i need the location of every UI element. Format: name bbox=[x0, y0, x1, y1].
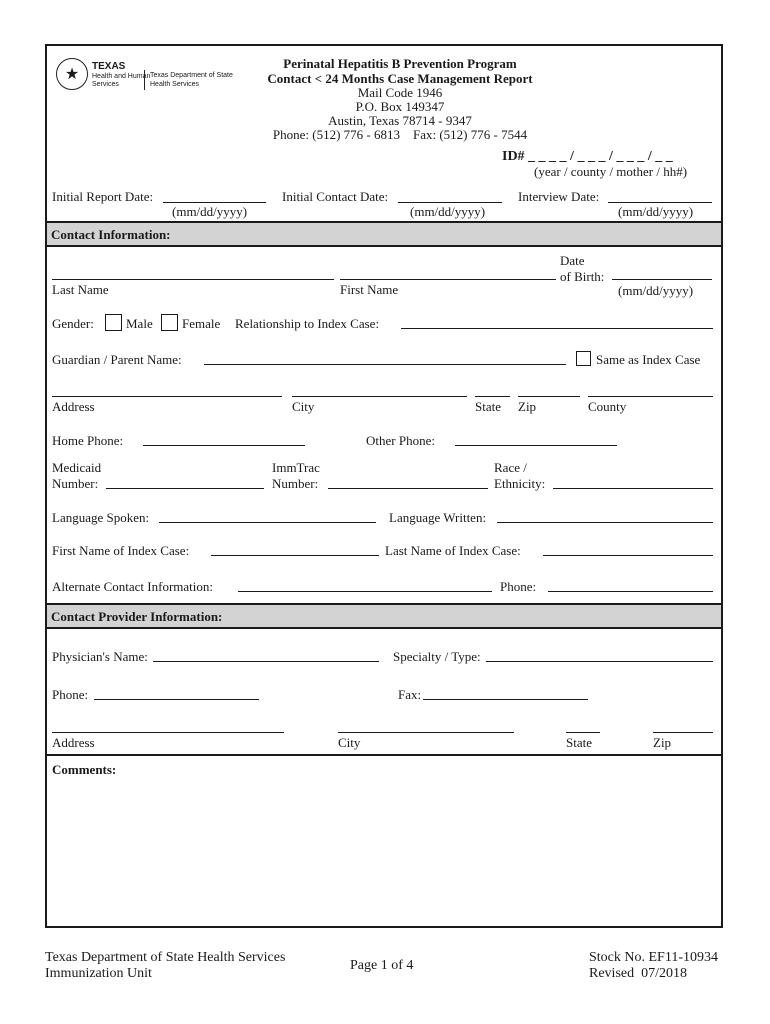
dob-field[interactable] bbox=[612, 279, 712, 280]
po-box: P.O. Box 149347 bbox=[355, 99, 445, 114]
provider-address-label: Address bbox=[52, 735, 95, 750]
race-field[interactable] bbox=[553, 488, 713, 489]
footer-dept: Texas Department of State Health Services bbox=[45, 950, 286, 965]
address-field[interactable] bbox=[52, 396, 282, 397]
logo-agency-name: TEXAS bbox=[92, 61, 126, 72]
race-label-2: Ethnicity: bbox=[494, 476, 546, 491]
physician-field[interactable] bbox=[153, 661, 379, 662]
city-state: Austin, Texas 78714 - 9347 bbox=[328, 113, 472, 128]
logo-divider bbox=[144, 70, 145, 90]
specialty-field[interactable] bbox=[486, 661, 713, 662]
immtrac-field[interactable] bbox=[328, 488, 488, 489]
medicaid-label-1: Medicaid bbox=[52, 460, 102, 475]
comments-label: Comments: bbox=[52, 762, 117, 777]
same-as-index-label: Same as Index Case bbox=[596, 352, 701, 367]
provider-state-label: State bbox=[566, 735, 592, 750]
address-label: Address bbox=[52, 399, 95, 414]
initial-contact-label: Initial Contact Date: bbox=[282, 189, 389, 204]
zip-label: Zip bbox=[518, 399, 537, 414]
id-label[interactable]: ID# _ _ _ _ / _ _ _ / _ _ _ / _ _ bbox=[502, 149, 673, 164]
revised-date: Revised 07/2018 bbox=[589, 966, 687, 981]
provider-address-field[interactable] bbox=[52, 732, 284, 733]
dob-format: (mm/dd/yyyy) bbox=[618, 283, 694, 298]
relationship-label: Relationship to Index Case: bbox=[235, 316, 380, 331]
interview-label: Interview Date: bbox=[518, 189, 600, 204]
id-format: (year / county / mother / hh#) bbox=[534, 164, 688, 179]
mail-code: Mail Code 1946 bbox=[357, 85, 443, 100]
index-first-label: First Name of Index Case: bbox=[52, 543, 190, 558]
page-number: Page 1 of 4 bbox=[350, 958, 414, 973]
provider-fax-field[interactable] bbox=[423, 699, 588, 700]
language-spoken-field[interactable] bbox=[159, 522, 376, 523]
provider-city-label: City bbox=[338, 735, 361, 750]
logo-dept-line1: Texas Department of State bbox=[150, 72, 233, 79]
index-first-field[interactable] bbox=[211, 555, 379, 556]
texas-seal-icon: ★ bbox=[56, 58, 88, 90]
physician-label: Physician's Name: bbox=[52, 649, 148, 664]
logo-agency-line3: Services bbox=[92, 81, 119, 88]
provider-zip-field[interactable] bbox=[653, 732, 713, 733]
female-label: Female bbox=[182, 316, 221, 331]
same-as-index-checkbox[interactable] bbox=[576, 351, 591, 366]
female-checkbox[interactable] bbox=[161, 314, 178, 331]
other-phone-field[interactable] bbox=[455, 445, 617, 446]
specialty-label: Specialty / Type: bbox=[393, 649, 481, 664]
provider-zip-label: Zip bbox=[653, 735, 672, 750]
guardian-label: Guardian / Parent Name: bbox=[52, 352, 182, 367]
medicaid-label-2: Number: bbox=[52, 476, 99, 491]
dob-label-2: of Birth: bbox=[560, 269, 605, 284]
phone-fax: Phone: (512) 776 - 6813 Fax: (512) 776 - 7544 bbox=[272, 127, 528, 142]
initial-contact-field[interactable] bbox=[398, 202, 502, 203]
male-checkbox[interactable] bbox=[105, 314, 122, 331]
initial-report-label: Initial Report Date: bbox=[52, 189, 154, 204]
provider-phone-field[interactable] bbox=[94, 699, 259, 700]
immtrac-label-2: Number: bbox=[272, 476, 319, 491]
comments-divider bbox=[47, 754, 721, 756]
initial-report-format: (mm/dd/yyyy) bbox=[172, 204, 248, 219]
last-name-label: Last Name bbox=[52, 282, 109, 297]
first-name-field[interactable] bbox=[340, 279, 556, 280]
language-written-label: Language Written: bbox=[389, 510, 487, 525]
county-label: County bbox=[588, 399, 627, 414]
dob-label-1: Date bbox=[560, 253, 585, 268]
contact-info-title: Contact Information: bbox=[51, 227, 171, 242]
city-field[interactable] bbox=[292, 396, 467, 397]
race-label-1: Race / bbox=[494, 460, 527, 475]
language-written-field[interactable] bbox=[497, 522, 713, 523]
alternate-field[interactable] bbox=[238, 591, 492, 592]
footer-unit: Immunization Unit bbox=[45, 966, 152, 981]
provider-fax-label: Fax: bbox=[398, 687, 422, 702]
gender-label: Gender: bbox=[52, 316, 94, 331]
report-title: Contact < 24 Months Case Management Report bbox=[267, 71, 533, 86]
initial-contact-format: (mm/dd/yyyy) bbox=[410, 204, 486, 219]
last-name-field[interactable] bbox=[52, 279, 334, 280]
state-field[interactable] bbox=[475, 396, 510, 397]
first-name-label: First Name bbox=[340, 282, 399, 297]
logo-dept-line2: Health Services bbox=[150, 81, 200, 88]
zip-field[interactable] bbox=[518, 396, 580, 397]
home-phone-field[interactable] bbox=[143, 445, 305, 446]
logo-agency-line2: Health and Human bbox=[92, 73, 151, 80]
index-last-field[interactable] bbox=[543, 555, 713, 556]
provider-phone-label: Phone: bbox=[52, 687, 89, 702]
stock-number: Stock No. EF11-10934 bbox=[589, 950, 718, 965]
state-label: State bbox=[475, 399, 501, 414]
language-spoken-label: Language Spoken: bbox=[52, 510, 150, 525]
provider-state-field[interactable] bbox=[566, 732, 600, 733]
other-phone-label: Other Phone: bbox=[366, 433, 435, 448]
relationship-field[interactable] bbox=[401, 328, 713, 329]
provider-info-title: Contact Provider Information: bbox=[51, 609, 223, 624]
medicaid-field[interactable] bbox=[106, 488, 264, 489]
city-label: City bbox=[292, 399, 315, 414]
program-title: Perinatal Hepatitis B Prevention Program bbox=[283, 56, 517, 71]
guardian-field[interactable] bbox=[204, 364, 566, 365]
provider-info-header bbox=[47, 603, 721, 629]
comments-area[interactable] bbox=[52, 782, 716, 922]
county-field[interactable] bbox=[588, 396, 713, 397]
immtrac-label-1: ImmTrac bbox=[272, 460, 320, 475]
alternate-label: Alternate Contact Information: bbox=[52, 579, 214, 594]
male-label: Male bbox=[126, 316, 153, 331]
interview-field[interactable] bbox=[608, 202, 712, 203]
provider-city-field[interactable] bbox=[338, 732, 514, 733]
initial-report-field[interactable] bbox=[163, 202, 266, 203]
alternate-phone-label: Phone: bbox=[500, 579, 537, 594]
contact-info-header bbox=[47, 221, 721, 247]
index-last-label: Last Name of Index Case: bbox=[385, 543, 521, 558]
interview-format: (mm/dd/yyyy) bbox=[618, 204, 694, 219]
home-phone-label: Home Phone: bbox=[52, 433, 124, 448]
alternate-phone-field[interactable] bbox=[548, 591, 713, 592]
